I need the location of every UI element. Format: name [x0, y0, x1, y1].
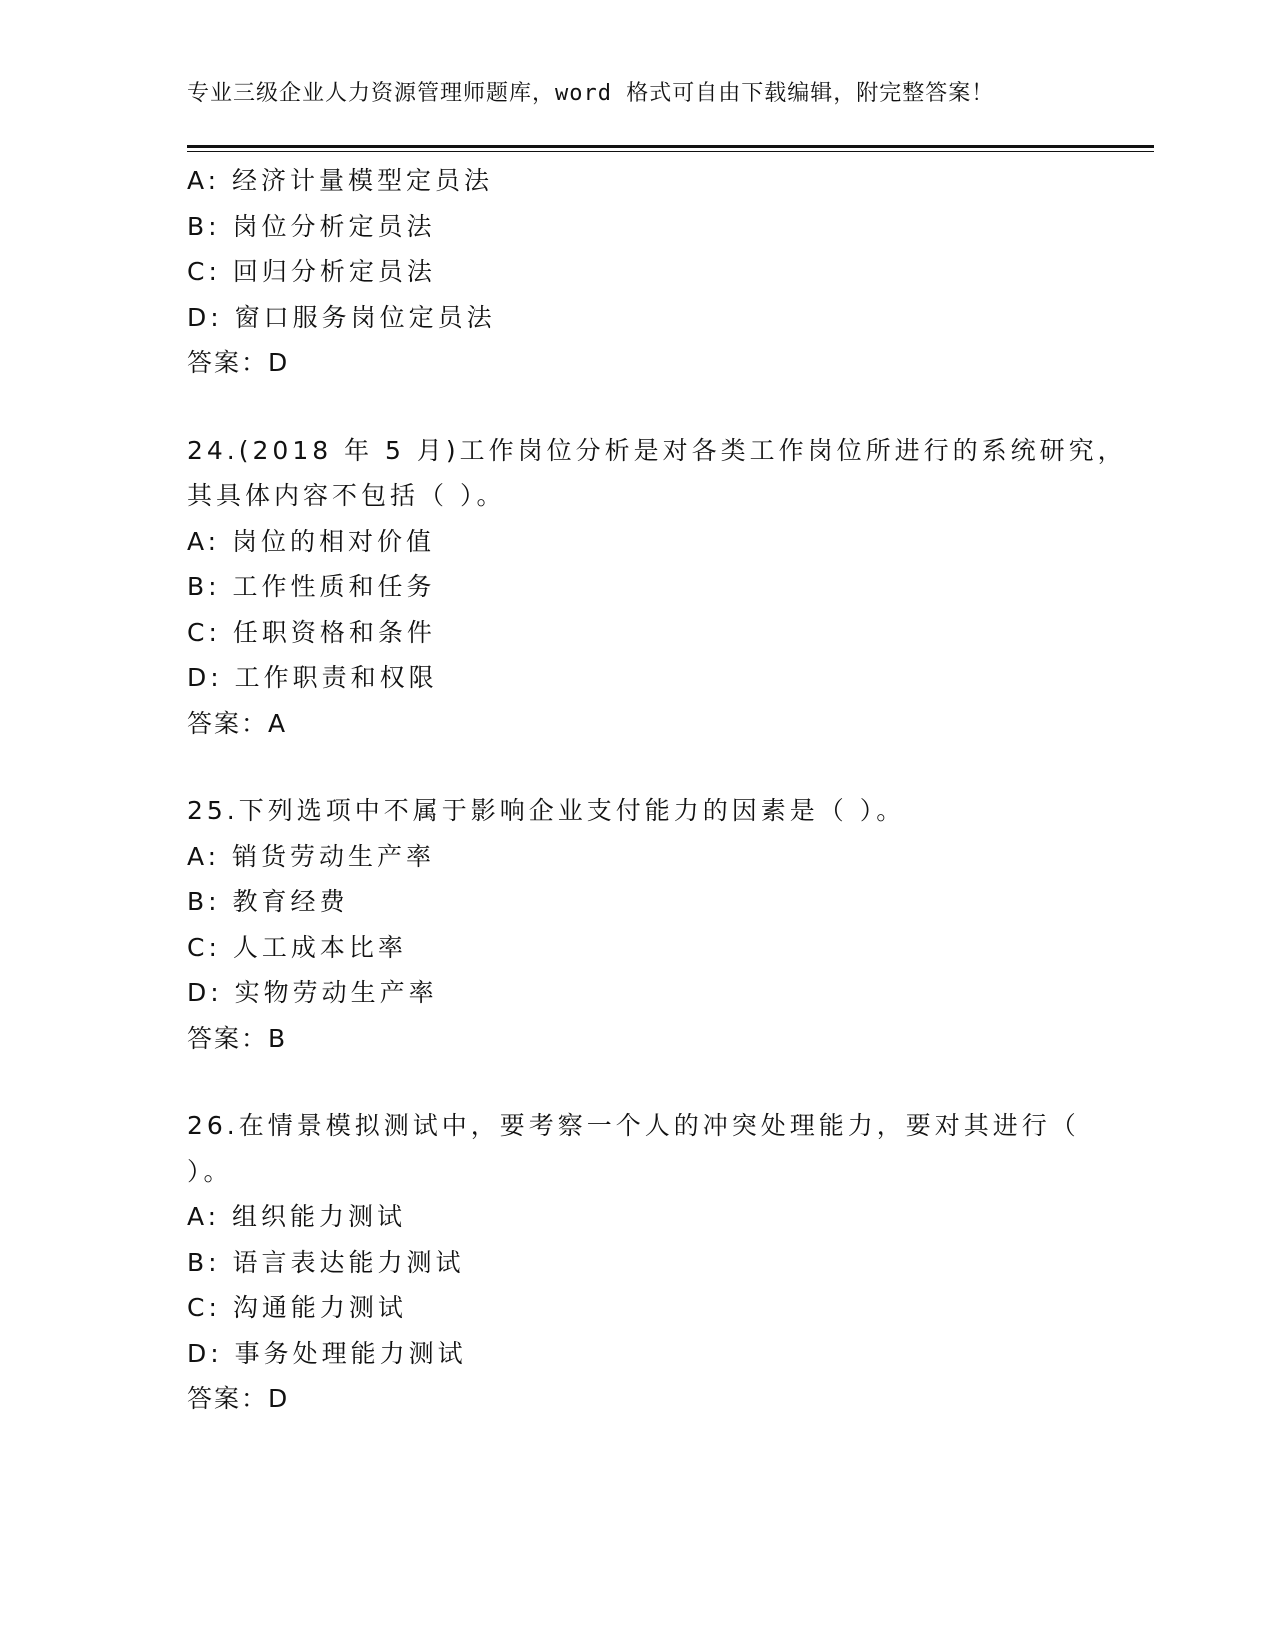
option-d: D: 工作职责和权限 [187, 663, 438, 692]
option-a: A: 岗位的相对价值 [187, 526, 436, 556]
header-rule-thin [187, 151, 1154, 152]
question-text-line-1: 24.(2018 年 5 月)工作岗位分析是对各类工作岗位所进行的系统研究， [187, 435, 1127, 465]
option-b: B: 语言表达能力测试 [187, 1247, 465, 1277]
question-text-line-1: 26.在情景模拟测试中，要考察一个人的冲突处理能力，要对其进行（ [187, 1111, 1080, 1140]
answer-line [187, 1376, 1087, 1422]
answer-value: B [268, 1023, 287, 1053]
answer-label: 答案： [187, 1023, 269, 1053]
answer-line [187, 340, 1087, 386]
question-text-line-2: 其具体内容不包括（ ）。 [187, 481, 506, 510]
option-c: C: 回归分析定员法 [187, 257, 436, 286]
question-24 [187, 428, 1127, 747]
question-text-line-2: ）。 [187, 1156, 233, 1186]
question-25 [187, 788, 1087, 1061]
option-d: D: 事务处理能力测试 [187, 1338, 467, 1368]
option-d: D: 实物劳动生产率 [187, 978, 438, 1007]
header-rule-thick [187, 145, 1154, 148]
option-c: C: 人工成本比率 [187, 932, 407, 962]
document-header: 专业三级企业人力资源管理师题库，word 格式可自由下载编辑，附完整答案！ [187, 81, 995, 106]
question-26 [187, 1103, 1087, 1422]
question-content [187, 158, 1127, 1422]
answer-value: D [268, 1384, 289, 1413]
answer-line [187, 701, 1087, 747]
answer-label: 答案： [187, 1384, 269, 1413]
answer-label: 答案： [187, 708, 269, 738]
option-b: B: 教育经费 [187, 887, 349, 916]
option-a: A: 销货劳动生产率 [187, 841, 436, 871]
option-a: A: 组织能力测试 [187, 1202, 407, 1231]
answer-label: 答案： [187, 348, 269, 377]
question-23 [187, 158, 1087, 386]
option-a: A: 经济计量模型定员法 [187, 166, 494, 195]
option-b: B: 工作性质和任务 [187, 572, 436, 601]
answer-line [187, 1016, 1087, 1062]
option-b: B: 岗位分析定员法 [187, 211, 436, 241]
option-c: C: 沟通能力测试 [187, 1293, 407, 1322]
answer-value: D [268, 348, 289, 377]
option-c: C: 任职资格和条件 [187, 617, 436, 647]
option-d: D: 窗口服务岗位定员法 [187, 302, 496, 332]
answer-value: A [268, 708, 287, 738]
question-text-line-1: 25.下列选项中不属于影响企业支付能力的因素是（ ）。 [187, 796, 906, 825]
